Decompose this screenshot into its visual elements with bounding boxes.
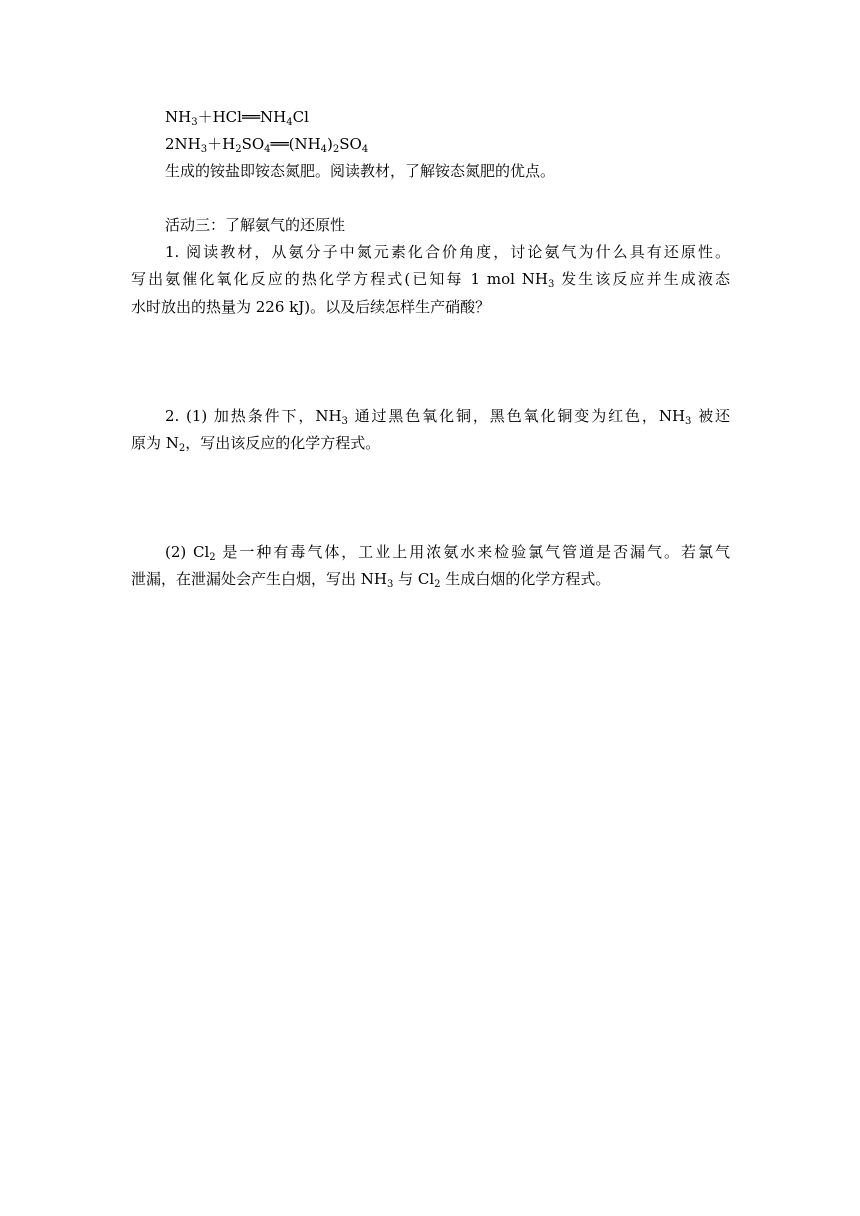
eq2-p2: ＋H [207, 135, 236, 153]
equation-ammonia-sulfuric-acid [165, 133, 368, 155]
eq2-s6: 4 [361, 144, 369, 155]
eq1-part-c: Cl [292, 108, 309, 126]
eq2-s2: 2 [235, 144, 242, 155]
eq2-s4: 4 [320, 144, 328, 155]
q2-2-line-1-b: 是一种有毒气体，工业上用浓氨水来检验氯气管道是否漏气。若氯气 [215, 543, 730, 561]
q2-2-line-1-a: (2) Cl [165, 543, 210, 561]
q1-line-2-a: 写出氨催化氧化反应的热化学方程式(已知每 1 mol NH [131, 270, 548, 288]
q1-line-1: 1. 阅读教材，从氨分子中氮元素化合价角度，讨论氨气为什么具有还原性。 [165, 243, 730, 261]
q1-line-3: 水时放出的热量为 226 kJ)。以及后续怎样生产硝酸？ [131, 298, 491, 316]
q2-1-line-1-a: 2. (1) 加热条件下，NH [165, 407, 342, 425]
eq1-part-a: NH [165, 108, 192, 126]
equation-ammonia-hcl [165, 106, 309, 128]
q2-2-line-2-c: 生成白烟的化学方程式。 [440, 570, 611, 588]
q2-1-line-2 [131, 432, 380, 454]
q1-line-2 [131, 268, 730, 290]
q2-2-line-2-sub2: 2 [434, 579, 441, 590]
eq2-p4: ══(NH [270, 135, 321, 153]
q2-1-line-2-b: ，写出该反应的化学方程式。 [185, 434, 381, 452]
eq2-p6: SO [339, 135, 362, 153]
eq1-sub-a: 3 [191, 117, 198, 128]
q2-2-line-1-sub: 2 [209, 552, 216, 563]
eq2-p5: ) [327, 135, 333, 153]
q2-1-line-2-sub: 2 [178, 443, 186, 454]
q1-line-2-b: 发生该反应并生成液态 [554, 270, 730, 288]
eq2-p1: 2NH [165, 135, 201, 153]
eq2-s3: 4 [264, 144, 271, 155]
q2-2-line-1 [165, 541, 730, 563]
eq1-sub-b: 4 [286, 117, 293, 128]
q2-2-line-2-b: 与 Cl [393, 570, 435, 588]
q1-line-2-sub: 3 [547, 279, 555, 290]
eq2-p3: SO [241, 135, 265, 153]
eq2-s5: 2 [332, 144, 340, 155]
q2-2-line-2 [131, 568, 610, 590]
q2-2-line-2-a: 泄漏，在泄漏处会产生白烟，写出 NH [131, 570, 387, 588]
q2-1-line-1-sub1: 3 [341, 416, 348, 427]
activity-three-heading: 活动三：了解氨气的还原性 [165, 216, 346, 234]
ammonium-fertilizer-text: 生成的铵盐即铵态氮肥。阅读教材，了解铵态氮肥的优点。 [165, 162, 556, 180]
eq2-s1: 3 [200, 144, 208, 155]
q2-1-line-1-sub2: 3 [685, 416, 692, 427]
eq1-part-b: ＋HCl══NH [197, 108, 287, 126]
q2-1-line-1-c: 被还 [691, 407, 730, 425]
q2-1-line-1 [165, 405, 730, 427]
q2-2-line-2-sub1: 3 [386, 579, 394, 590]
q2-1-line-1-b: 通过黑色氧化铜，黑色氧化铜变为红色，NH [347, 407, 686, 425]
q2-1-line-2-a: 原为 N [131, 434, 179, 452]
